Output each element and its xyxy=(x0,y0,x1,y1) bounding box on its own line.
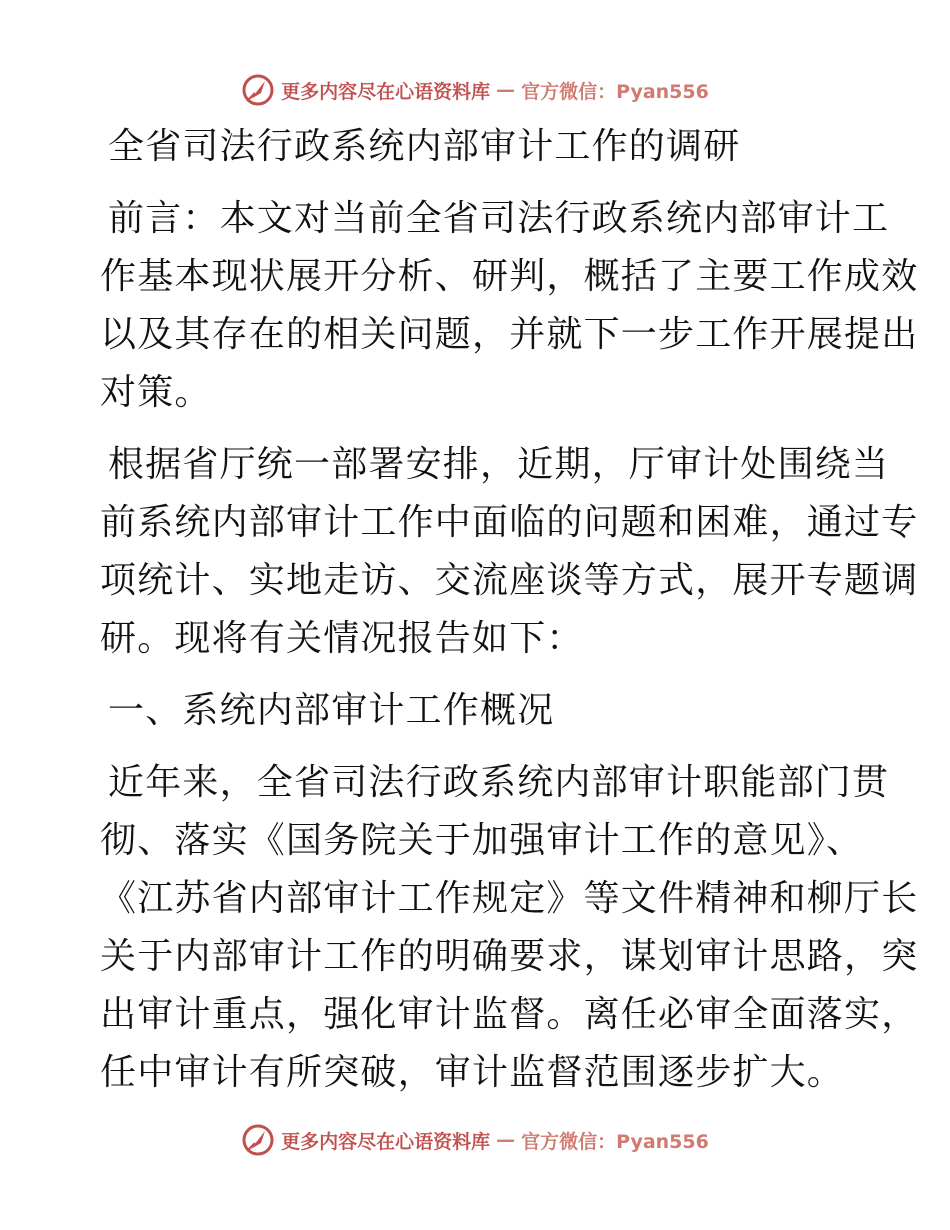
text-line: 《江苏省内部审计工作规定》等文件精神和柳厅长 xyxy=(100,878,919,919)
text-line: 任中审计有所突破，审计监督范围逐步扩大。 xyxy=(100,1052,845,1093)
text-line: 项统计、实地走访、交流座谈等方式，展开专题调 xyxy=(100,560,919,601)
feather-logo-icon xyxy=(241,1123,275,1157)
section-heading xyxy=(100,682,860,740)
text-line: 近年来，全省司法行政系统内部审计职能部门贯 xyxy=(108,762,890,803)
paragraph-intro xyxy=(100,436,919,668)
paragraph-preface xyxy=(100,190,919,422)
banner-main-text: 更多内容尽在心语资料库 xyxy=(281,1130,491,1153)
text-line: 前系统内部审计工作中面临的问题和困难，通过专 xyxy=(100,502,919,543)
document-body xyxy=(100,118,919,1102)
banner-wechat-text: 官方微信：Pyan556 xyxy=(521,80,709,103)
text-line: 彻、落实《国务院关于加强审计工作的意见》、 xyxy=(100,820,864,861)
section-heading-text: 一、系统内部审计工作概况 xyxy=(108,690,555,731)
text-line: 以及其存在的相关问题，并就下一步工作开展提出 xyxy=(100,314,919,355)
banner-main-text: 更多内容尽在心语资料库 xyxy=(281,80,491,103)
banner-wechat-text: 官方微信：Pyan556 xyxy=(521,1130,709,1153)
paragraph-overview xyxy=(100,754,919,1102)
header-watermark-banner xyxy=(0,70,950,110)
banner-dash: — xyxy=(496,79,516,101)
footer-watermark-banner xyxy=(0,1120,950,1160)
text-line: 前言：本文对当前全省司法行政系统内部审计工 xyxy=(108,198,890,239)
text-line: 对策。 xyxy=(100,372,212,413)
text-line: 根据省厅统一部署安排，近期，厅审计处围绕当 xyxy=(108,444,890,485)
text-line: 关于内部审计工作的明确要求，谋划审计思路，突 xyxy=(100,936,919,977)
text-line: 出审计重点，强化审计监督。离任必审全面落实， xyxy=(100,994,919,1035)
banner-dash: — xyxy=(496,1129,516,1151)
text-line: 研。现将有关情况报告如下： xyxy=(100,618,584,659)
feather-logo-icon xyxy=(241,73,275,107)
document-title: 全省司法行政系统内部审计工作的调研 xyxy=(108,126,741,167)
text-line: 作基本现状展开分析、研判，概括了主要工作成效 xyxy=(100,256,919,297)
